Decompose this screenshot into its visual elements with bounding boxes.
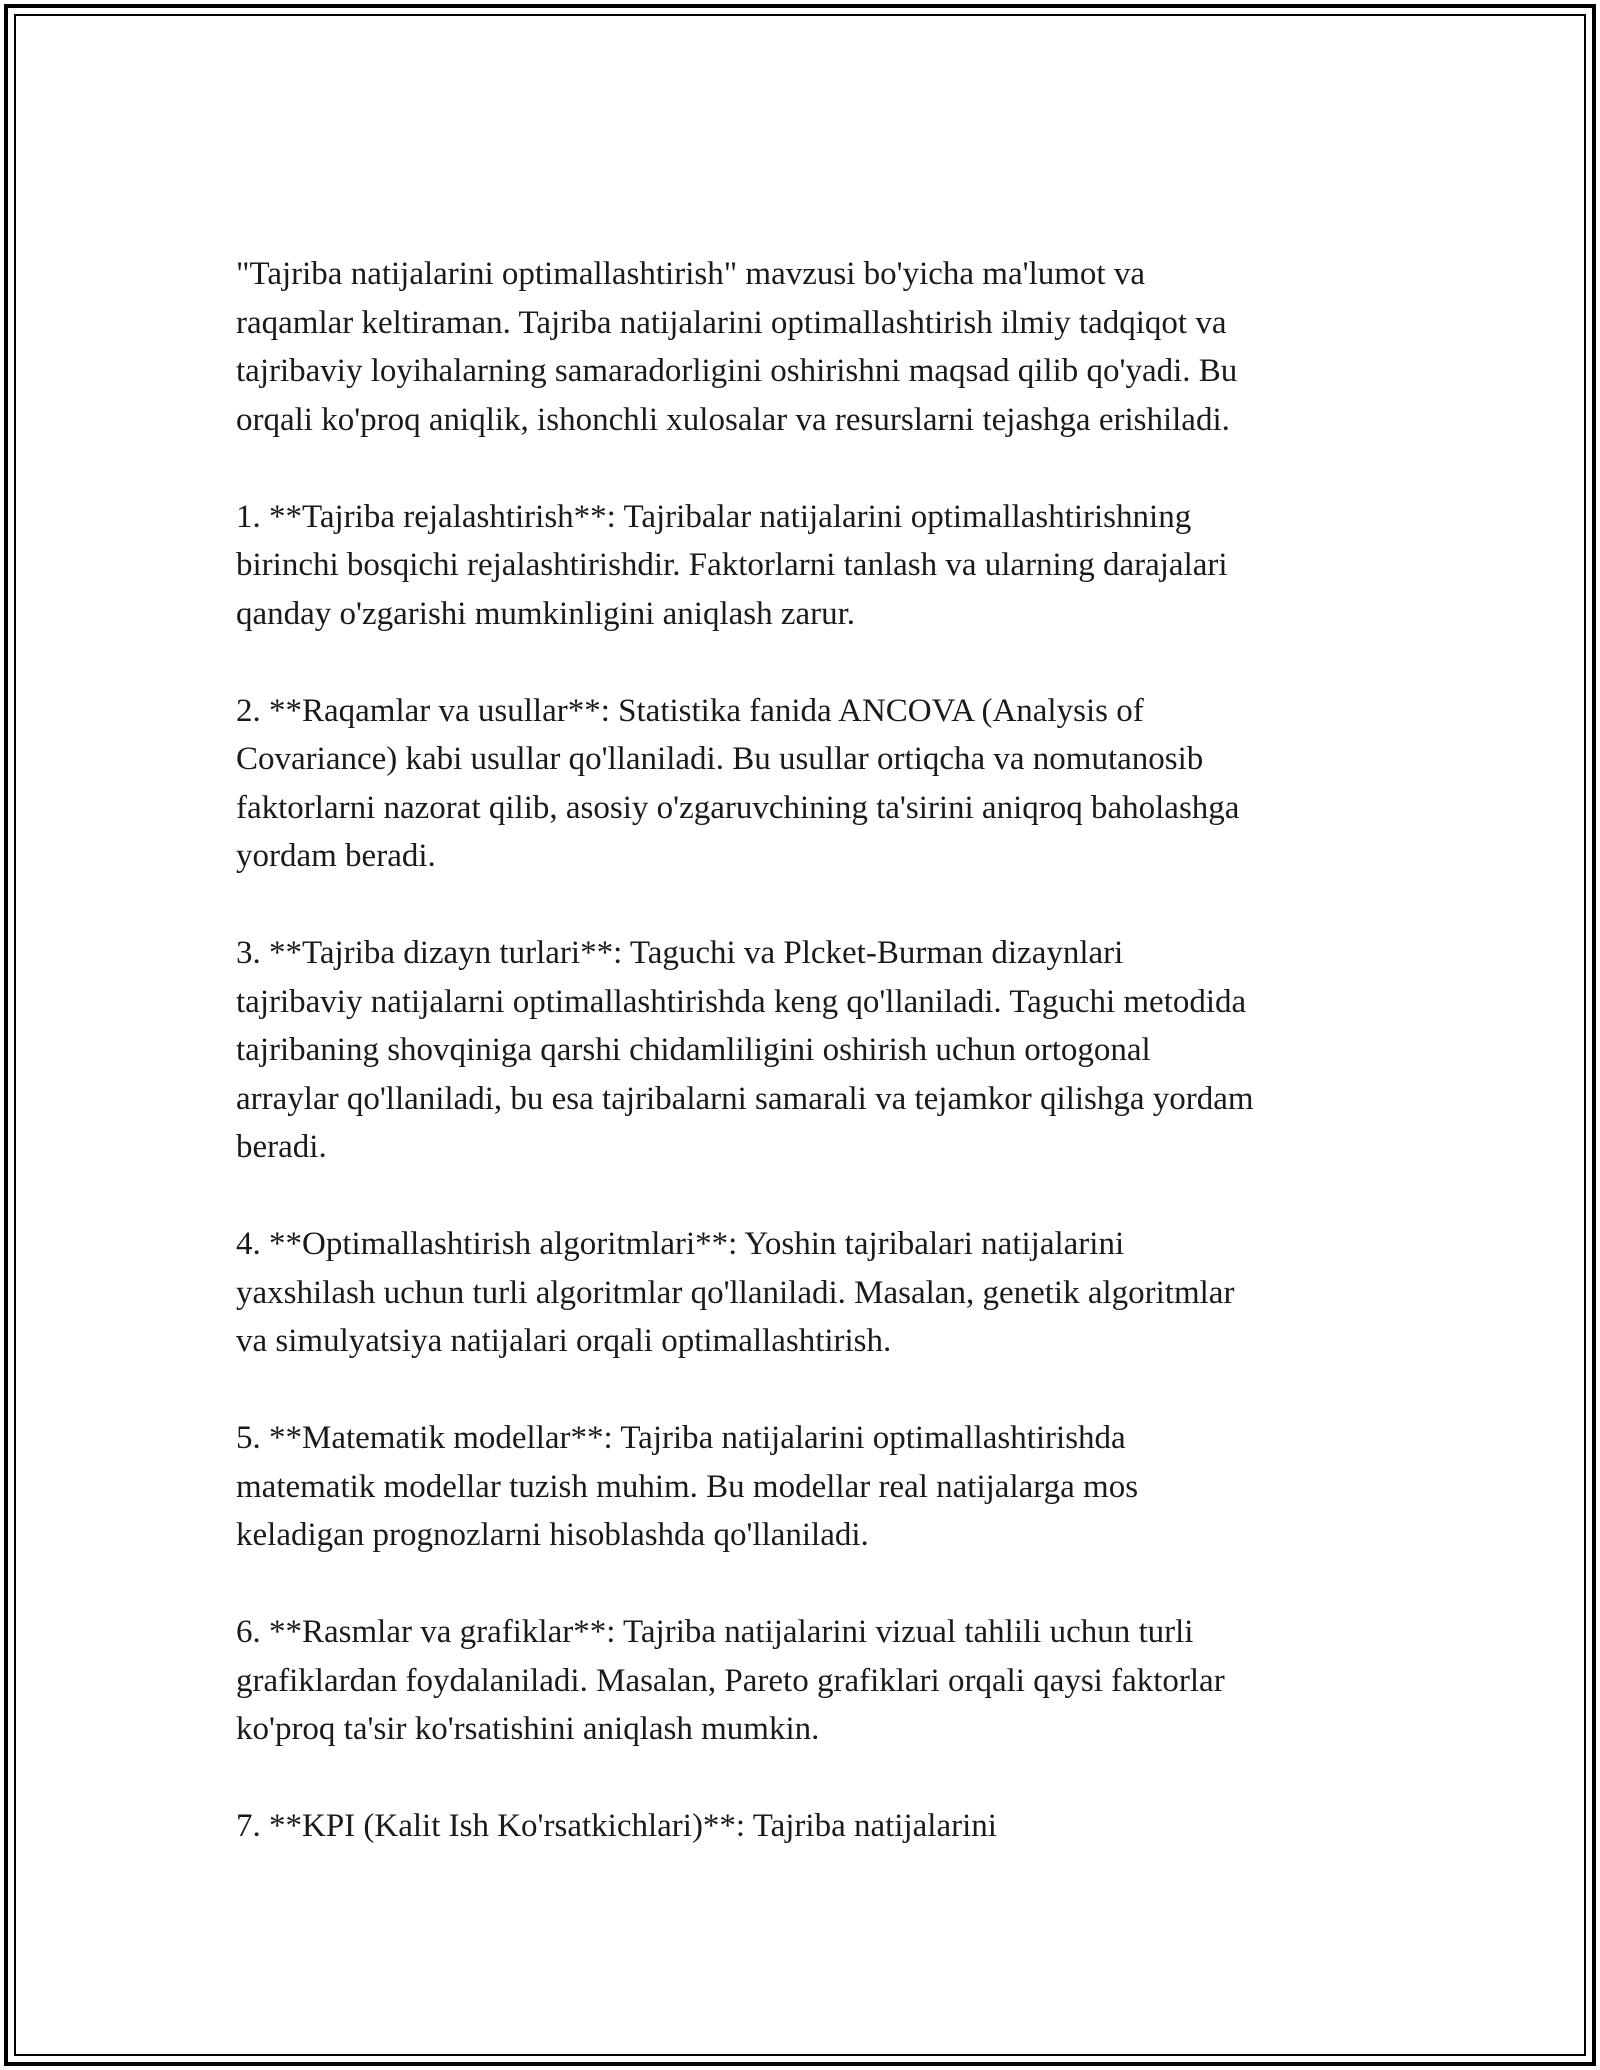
item-1-paragraph: 1. **Tajriba rejalashtirish**: Tajribalar natijalarini optimallashtirishning birinchi bosqichi rejalashtirishdir. Faktorlarni tanlash va ularning darajalari qanday o'zgarishi mumkinligini aniqlash zarur. — [236, 498, 1228, 632]
item-3-paragraph: 3. **Tajriba dizayn turlari**: Taguchi va Plcket-Burman dizaynlari tajribaviy natijalarni optimallashtirishda keng qo'llaniladi. Taguchi metodida tajribaning shovqiniga qarshi chidamliligini oshirish uchun ortogonal arraylar qo'llaniladi, bu esa tajribalarni samarali va tejamkor qilishga yordam beradi. — [236, 935, 1254, 1165]
item-6-paragraph: 6. **Rasmlar va grafiklar**: Tajriba natijalarini vizual tahlili uchun turli grafiklardan foydalaniladi. Masalan, Pareto grafiklari orqali qaysi faktorlar ko'proq ta'sir ko'rsatishini aniqlash mumkin. — [236, 1614, 1225, 1747]
item-5-paragraph: 5. **Matematik modellar**: Tajriba natijalarini optimallashtirishda matematik modellar tuzish muhim. Bu modellar real natijalarga mos keladigan prognozlarni hisoblashda qo'llaniladi. — [236, 1420, 1139, 1553]
intro-paragraph: "Tajriba natijalarini optimallashtirish" mavzusi bo'yicha ma'lumot va raqamlar keltiraman. Tajriba natijalarini optimallashtirish ilmiy tadqiqot va tajribaviy loyihalarning samaradorligini oshirishni maqsad qilib qo'yadi. Bu orqali ko'proq aniqlik, ishonchli xulosalar va resurslarni tejashga erishiladi. — [236, 256, 1238, 438]
item-7-paragraph: 7. **KPI (Kalit Ish Ko'rsatkichlari)**: Tajriba natijalarini — [236, 1808, 997, 1844]
item-4-paragraph: 4. **Optimallashtirish algoritmlari**: Yoshin tajribalari natijalarini yaxshilash uchun turli algoritmlar qo'llaniladi. Masalan, genetik algoritmlar va simulyatsiya natijalari orqali optimallashtirish. — [236, 1226, 1235, 1359]
item-2-paragraph: 2. **Raqamlar va usullar**: Statistika fanida ANCOVA (Analysis of Covariance) kabi usullar qo'llaniladi. Bu usullar ortiqcha va nomutanosib faktorlarni nazorat qilib, asosiy o'zgaruvchining ta'sirini aniqroq baholashga yordam beradi. — [236, 692, 1240, 874]
document-body — [236, 250, 1386, 1899]
